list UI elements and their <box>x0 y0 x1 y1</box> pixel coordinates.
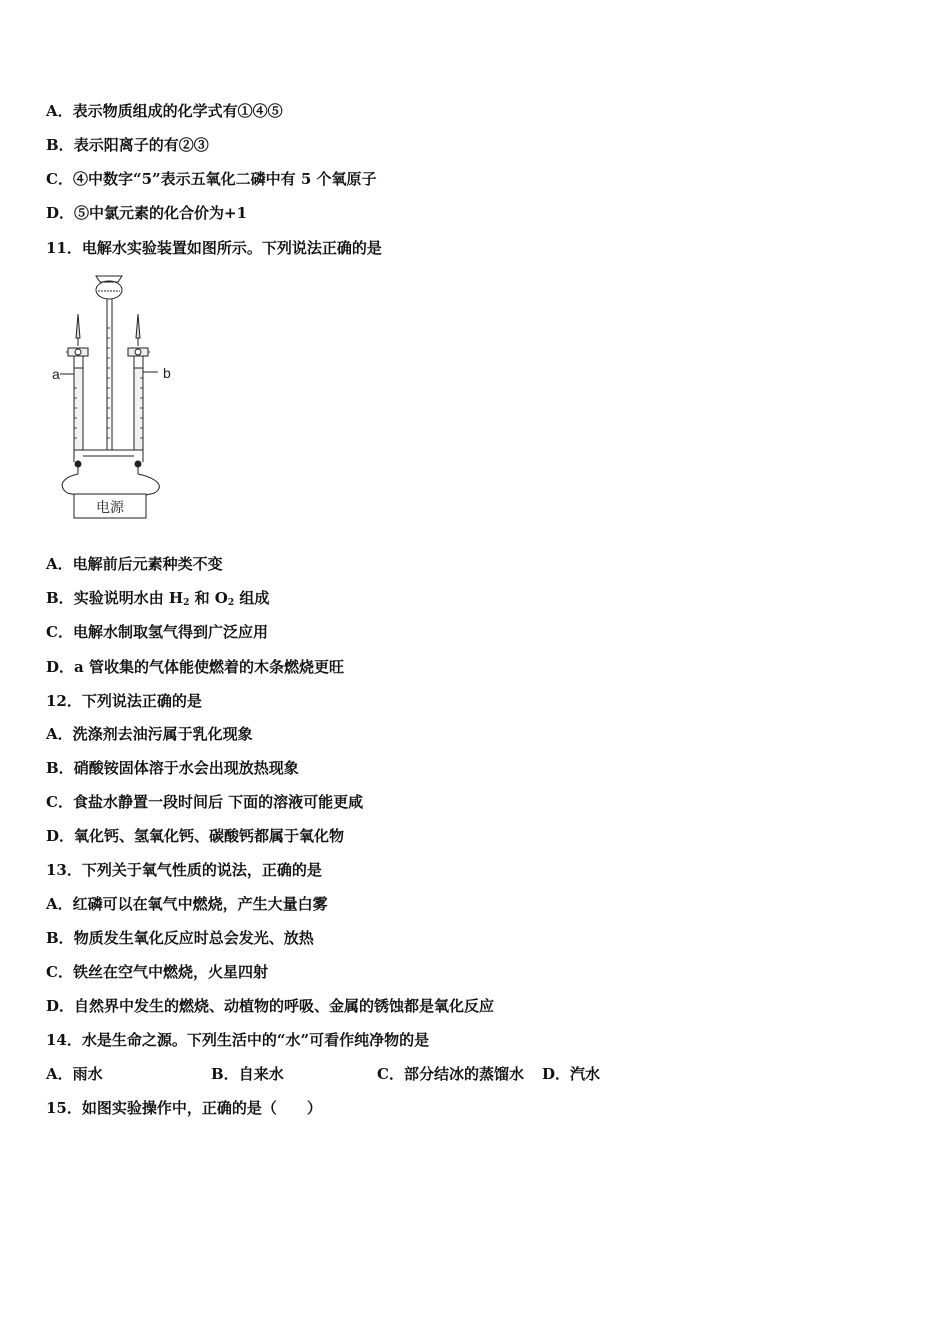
option-label: B． <box>46 759 74 777</box>
q10-option-d <box>46 203 247 223</box>
q11-option-c <box>46 622 268 642</box>
q14-option-a <box>46 1064 103 1084</box>
option-text: 硝酸铵固体溶于水会出现放热现象 <box>73 759 299 777</box>
option-label: C． <box>46 170 73 188</box>
option-label: A． <box>46 725 73 743</box>
option-label: C． <box>46 623 73 641</box>
subscript-2: 2 <box>183 598 190 608</box>
option-label: D． <box>542 1065 571 1083</box>
option-text: 红磷可以在氧气中燃烧，产生大量白雾 <box>72 895 328 913</box>
option-text: 表示阳离子的有②③ <box>73 136 209 154</box>
option-text-pre: 实验说明水由 H <box>73 589 184 607</box>
option-text: 物质发生氧化反应时总会发光、放热 <box>73 929 314 947</box>
q14-option-c <box>377 1064 524 1084</box>
option-text: 自然界中发生的燃烧、动植物的呼吸、金属的锈蚀都是氧化反应 <box>74 997 495 1015</box>
figure-label-b: b <box>163 365 171 381</box>
option-label: A． <box>46 895 73 913</box>
electrolysis-apparatus-figure <box>46 268 196 526</box>
option-text: 电解前后元素种类不变 <box>72 555 223 573</box>
option-text: a 管收集的气体能使燃着的木条燃烧更旺 <box>74 658 344 676</box>
option-text: 食盐水静置一段时间后 下面的溶液可能更咸 <box>72 793 364 811</box>
q10-option-c <box>46 169 377 189</box>
option-label: A． <box>46 1065 73 1083</box>
option-text: 自来水 <box>238 1065 284 1083</box>
q11-option-b <box>46 588 269 608</box>
option-text: 电解水制取氢气得到广泛应用 <box>72 623 268 641</box>
option-label: D． <box>46 827 75 845</box>
q11-stem: 11．电解水实验装置如图所示。下列说法正确的是 <box>46 239 382 257</box>
option-label: A． <box>46 102 73 120</box>
option-text: 雨水 <box>72 1065 103 1083</box>
q12-stem: 12．下列说法正确的是 <box>46 692 202 710</box>
option-text-post: 组成 <box>234 589 270 607</box>
q10-option-a <box>46 101 283 121</box>
q13-stem: 13．下列关于氧气性质的说法，正确的是 <box>46 861 322 879</box>
option-text: 汽水 <box>570 1065 601 1083</box>
q12-option-a <box>46 724 253 744</box>
q14-stem: 14．水是生命之源。下列生活中的“水”可看作纯净物的是 <box>46 1031 430 1049</box>
option-label: C． <box>46 793 73 811</box>
power-supply-label: 电源 <box>96 500 124 516</box>
q11-option-d <box>46 657 344 677</box>
q14-option-b <box>211 1064 284 1084</box>
option-text: 洗涤剂去油污属于乳化现象 <box>72 725 253 743</box>
option-label: D． <box>46 997 75 1015</box>
q13-option-d <box>46 996 494 1016</box>
q13-option-c <box>46 962 268 982</box>
option-text: ⑤中氯元素的化合价为+1 <box>74 204 248 222</box>
q11-option-a <box>46 554 223 574</box>
option-label: D． <box>46 204 75 222</box>
option-label: C． <box>377 1065 404 1083</box>
option-label: B． <box>46 589 74 607</box>
option-text: 氧化钙、氢氧化钙、碳酸钙都属于氧化物 <box>74 827 345 845</box>
option-label: B． <box>46 136 74 154</box>
option-label: B． <box>46 929 74 947</box>
option-label: D． <box>46 658 75 676</box>
q12-option-b <box>46 758 299 778</box>
subscript-2: 2 <box>227 598 235 608</box>
option-label: C． <box>46 963 73 981</box>
q15-stem: 15．如图实验操作中，正确的是（ ） <box>46 1099 322 1117</box>
q13-option-b <box>46 928 314 948</box>
option-text: ④中数字“5”表示五氧化二磷中有 5 个氧原子 <box>72 170 377 188</box>
option-text-mid: 和 O <box>189 589 228 607</box>
q12-option-d <box>46 826 344 846</box>
q10-option-b <box>46 135 209 155</box>
option-label: A． <box>46 555 73 573</box>
figure-label-a: a <box>52 366 60 382</box>
q14-option-d <box>542 1064 600 1084</box>
q12-option-c <box>46 792 363 812</box>
option-label: B． <box>211 1065 239 1083</box>
option-text: 铁丝在空气中燃烧，火星四射 <box>72 963 268 981</box>
option-text: 部分结冰的蒸馏水 <box>403 1065 524 1083</box>
q13-option-a <box>46 894 328 914</box>
option-text: 表示物质组成的化学式有①④⑤ <box>72 102 283 120</box>
